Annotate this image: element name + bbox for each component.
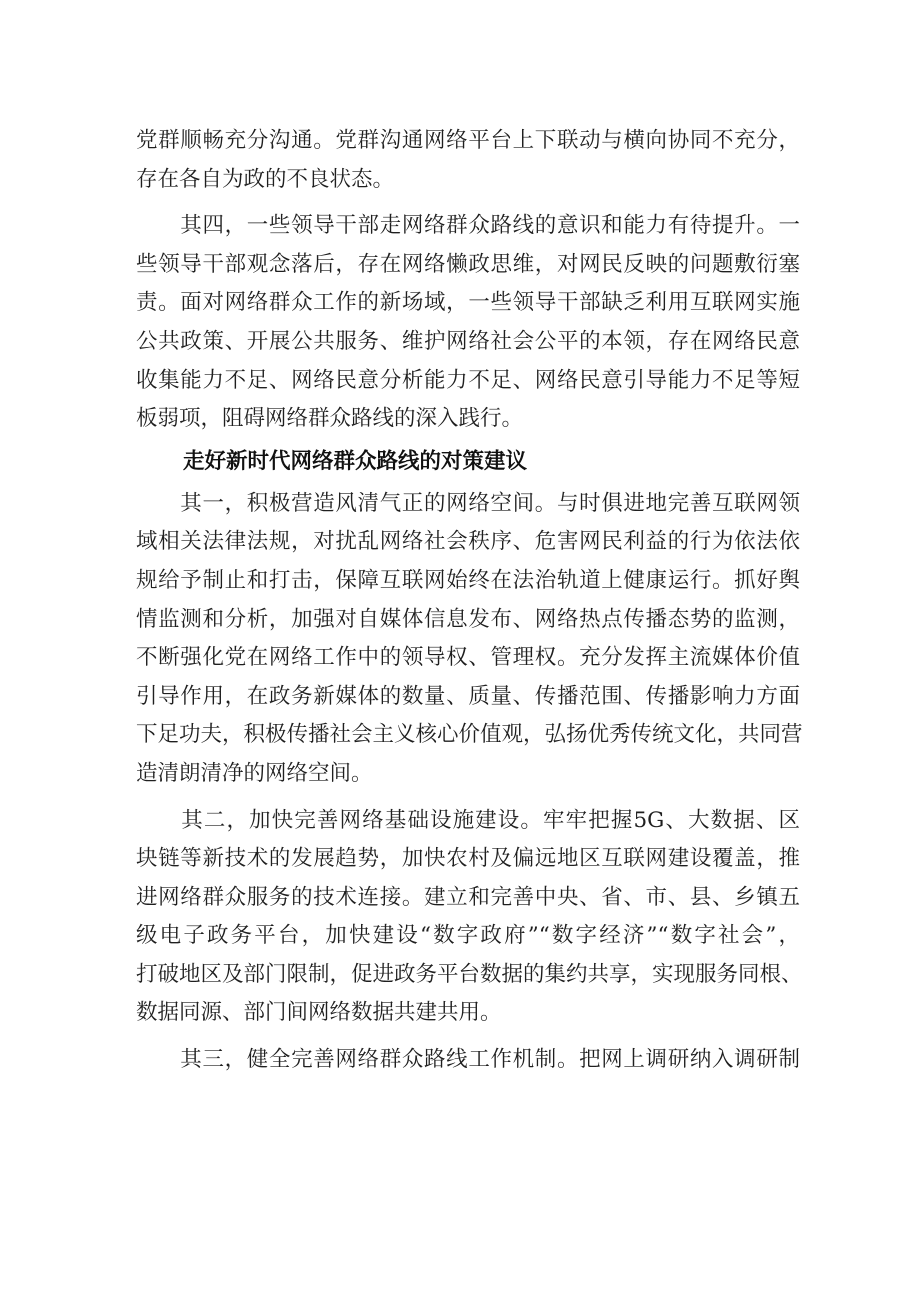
text-line: 下足功夫，积极传播社会主义核心价值观，弘扬优秀传统文化，共同营 (136, 722, 803, 748)
text-line: 公共政策、开展公共服务、维护网络社会公平的本领，存在网络民意 (136, 328, 800, 354)
text-line: 收集能力不足、网络民意分析能力不足、网络民意引导能力不足等短 (136, 367, 800, 393)
text-line: 板弱项，阻碍网络群众路线的深入践行。 (136, 406, 524, 432)
text-line: 责。面对网络群众工作的新场域，一些领导干部缺乏利用互联网实施 (136, 290, 800, 316)
text-line: 党群顺畅充分沟通。党群沟通网络平台上下联动与横向协同不充分， (136, 128, 800, 153)
paragraph-item-2 (136, 802, 803, 1034)
text-line: 造清朗清净的网络空间。 (136, 760, 373, 786)
text-line: 级电子政务平台，加快建设“数字政府”“数字经济”“数字社会”， (136, 923, 800, 949)
text-line: 域相关法律法规，对扰乱网络社会秩序、危害网民利益的行为依法依 (136, 529, 800, 555)
text-line: 些领导干部观念落后，存在网络懒政思维，对网民反映的问题敷衍塞 (136, 251, 800, 277)
paragraph-item-1 (136, 485, 803, 794)
section-heading: 走好新时代网络群众路线的对策建议 (183, 448, 528, 474)
text-line: 规给予制止和打击，保障互联网始终在法治轨道上健康运行。抓好舆 (136, 567, 800, 593)
text-line: 情监测和分析，加强对自媒体信息发布、网络热点传播态势的监测， (136, 606, 800, 632)
paragraph-continuation (136, 122, 800, 199)
paragraph-item-3 (136, 1041, 800, 1080)
text-line: 进网络群众服务的技术连接。建立和完善中央、省、市、县、乡镇五 (136, 884, 800, 910)
document-body (136, 122, 803, 1080)
text-line: 不断强化党在网络工作中的领导权、管理权。充分发挥主流媒体价值 (136, 645, 800, 671)
text-line: 打破地区及部门限制，促进政务平台数据的集约共享，实现服务同根、 (136, 961, 803, 987)
text-line: 存在各自为政的不良状态。 (136, 166, 395, 192)
text-line: 块链等新技术的发展趋势，加快农村及偏远地区互联网建设覆盖，推 (136, 846, 800, 872)
text-line: 数据同源、部门间网络数据共建共用。 (136, 1000, 502, 1026)
text-line: 其一，积极营造风清气正的网络空间。与时俱进地完善互联网领 (136, 490, 800, 516)
text-line: 其四，一些领导干部走网络群众路线的意识和能力有待提升。一 (136, 213, 800, 239)
text-line: 其二，加快完善网络基础设施建设。牢牢把握5G、大数据、区 (136, 807, 800, 833)
paragraph-item-4 (136, 207, 800, 439)
text-line: 其三，健全完善网络群众路线工作机制。把网上调研纳入调研制 (136, 1047, 800, 1073)
text-line: 引导作用，在政务新媒体的数量、质量、传播范围、传播影响力方面 (136, 683, 800, 709)
